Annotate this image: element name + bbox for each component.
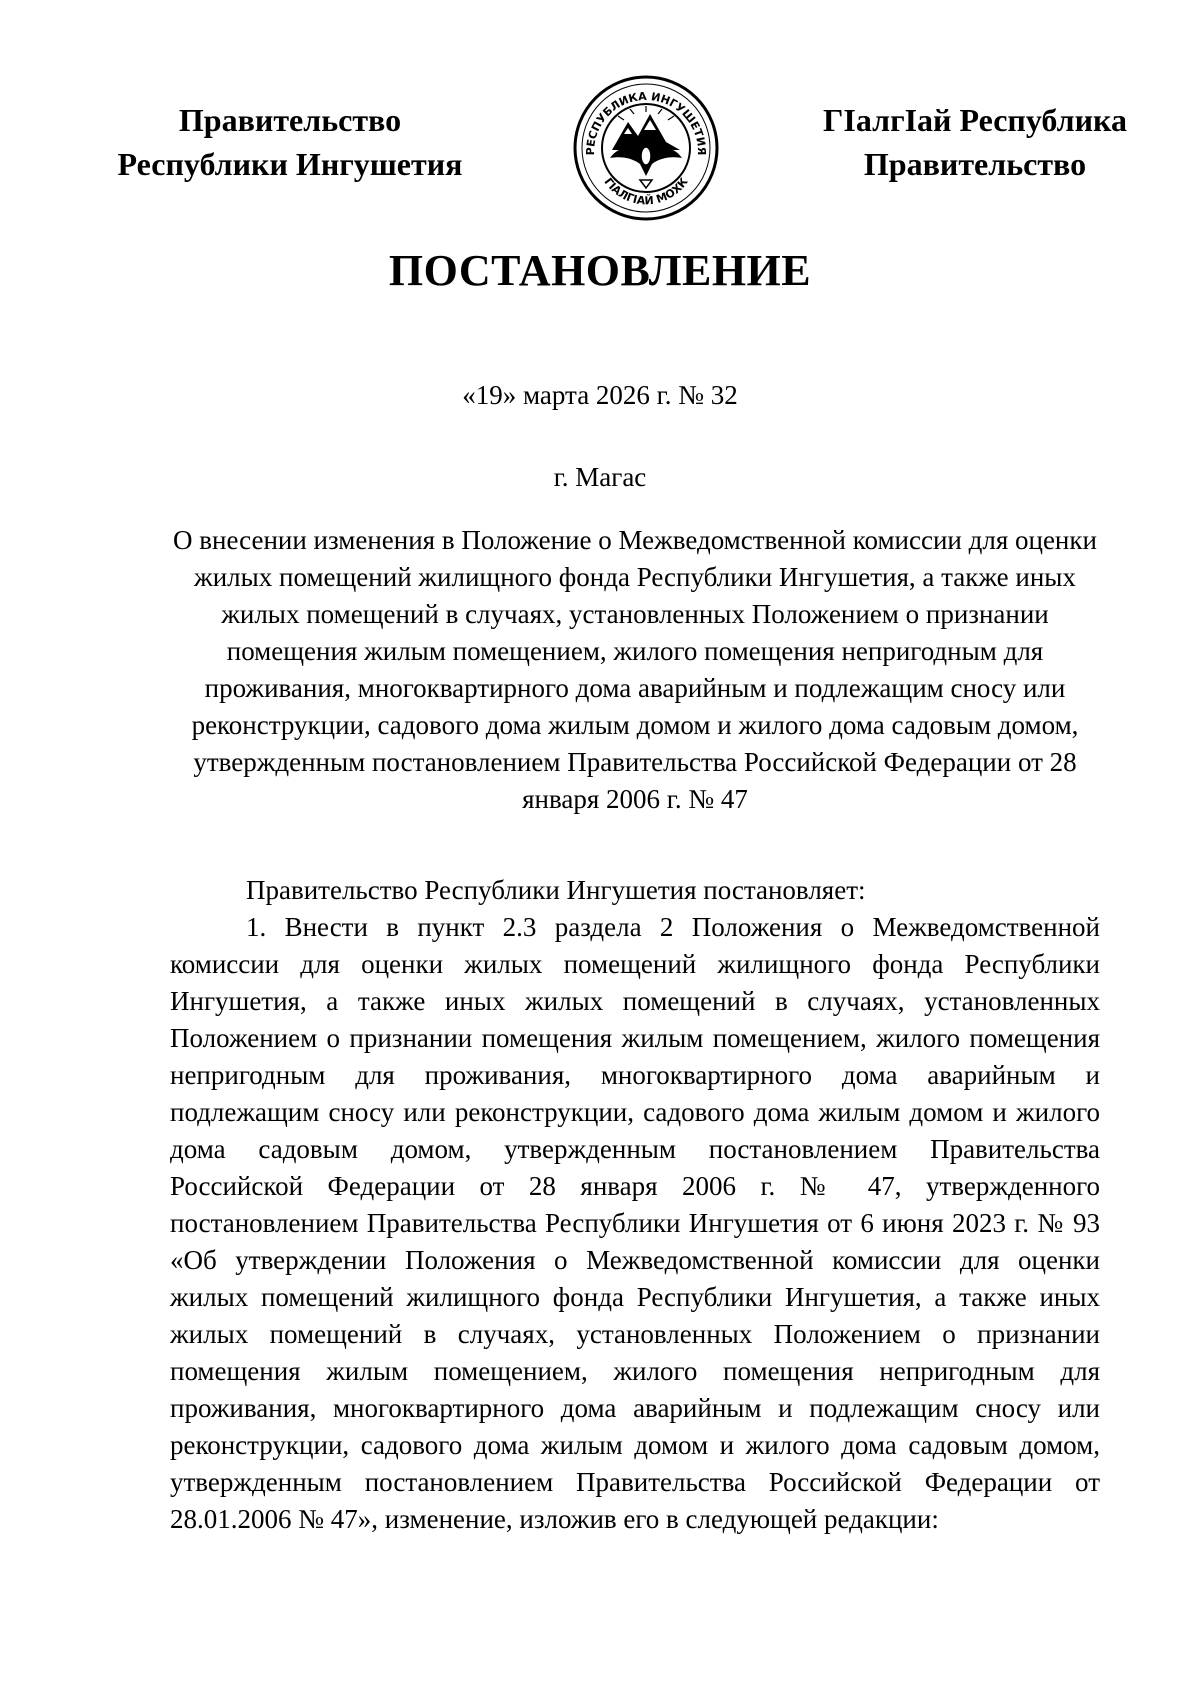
document-title: ПОСТАНОВЛЕНИЕ xyxy=(388,246,812,295)
document-date-number: «19» марта 2026 г. № 32 xyxy=(462,380,738,410)
document-subject: О внесении изменения в Положение о Межведомственной комиссии для оценки жилых помещений жилищного фонда Республики Ингушетия, а также иных жилых помещений в случаях, установленных Положением о признании помещения жилым помещением, жилого помещения непригодным для проживания, многоквартирного дома аварийным и подлежащим сносу или реконструкции, садового дома жилым домом и жилого дома садовым домом, утвержденным постановлением Правительства Российской Федерации от 28 января 2006 г. № 47 xyxy=(173,525,1097,814)
header-left-block xyxy=(100,98,480,186)
document-item-1: 1. Внести в пункт 2.3 раздела 2 Положения о Межведомственной комиссии для оценки жилых помещений жилищного фонда Республики Ингушетия, а также иных жилых помещений в случаях, установленных Положением о признании помещения жилым помещением, жилого помещения непригодным для проживания, многоквартирного дома аварийным и подлежащим сносу или реконструкции, садового дома жилым домом и жилого дома садовым домом, утвержденным постановлением Правительства Российской Федерации от 28 января 2006 г. № 47, утвержденного постановлением Правительства Республики Ингушетия от 6 июня 2023 г. № 93 «Об утверждении Положения о Межведомственной комиссии для оценки жилых помещений жилищного фонда Республики Ингушетия, а также иных жилых помещений в случаях, установленных Положением о признании помещения жилым помещением, жилого помещения непригодным для проживания, многоквартирного дома аварийным и подлежащим сносу или реконструкции, садового дома жилым домом и жилого дома садовым домом, утвержденным постановлением Правительства Российской Федерации от 28.01.2006 № 47», изменение, изложив его в следующей редакции: xyxy=(170,912,1100,1534)
header-right-block xyxy=(785,98,1165,186)
document-body xyxy=(170,872,1100,1538)
emblem-bottom-text: ГIАЛГIАЙ МОХК xyxy=(601,175,691,208)
header-right-line2: Правительство xyxy=(863,146,1087,182)
coat-of-arms-icon xyxy=(572,72,720,224)
header-left-line1: Правительство xyxy=(178,102,402,138)
emblem-top-text: РЕСПУБЛИКА ИНГУШЕТИЯ xyxy=(583,89,709,156)
document-city: г. Магас xyxy=(553,462,647,492)
header-right-line1: ГIалгIай Республика xyxy=(823,102,1127,138)
document-preamble: Правительство Республики Ингушетия постановляет: xyxy=(246,875,866,905)
header-left-line2: Республики Ингушетия xyxy=(117,146,463,182)
